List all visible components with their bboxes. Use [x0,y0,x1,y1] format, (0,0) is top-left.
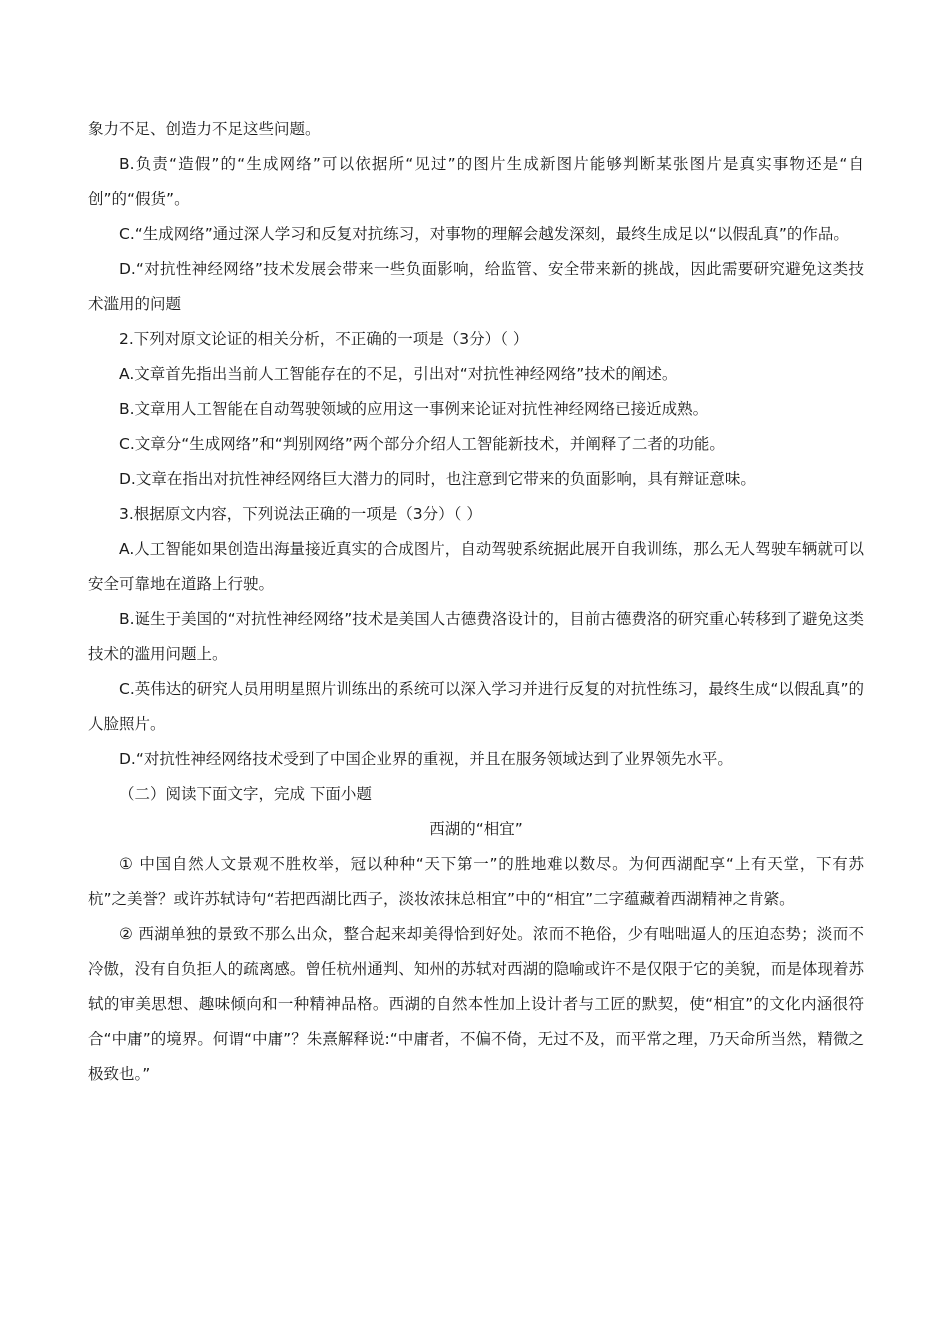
option-c-q1: C.“生成网络”通过深人学习和反复对抗练习，对事物的理解会越发深刻，最终生成足以“以假乱真”的作品。 [119,225,849,243]
option-c-q3: C.英伟达的研究人员用明星照片训练出的系统可以深入学习并进行反复的对抗性练习，最终生成“以假乱真”的人脸照片。 [88,680,864,733]
option-d-q3: D.“对抗性神经网络技术受到了中国企业界的重视，并且在服务领域达到了业界领先水平。 [119,750,733,768]
option-a-q3: A.人工智能如果创造出海量接近真实的合成图片，自动驾驶系统据此展开自我训练，那么无人驾驶车辆就可以安全可靠地在道路上行驶。 [88,540,864,593]
article-paragraph-1: ① 中国自然人文景观不胜枚举，冠以种种“天下第一”的胜地难以数尽。为何西湖配享“上有天堂，下有苏杭”之美誉？或许苏轼诗句“若把西湖比西子，淡妆浓抹总相宜”中的“相宜”二字蕴藏着西湖精神之肯綮。 [88,855,864,908]
option-a-q2: A.文章首先指出当前人工智能存在的不足，引出对“对抗性神经网络”技术的阐述。 [119,365,678,383]
option-b-q2: B.文章用人工智能在自动驾驶领域的应用这一事例来论证对抗性神经网络已接近成熟。 [119,400,709,418]
option-d-q2: D.文章在指出对抗性神经网络巨大潜力的同时，也注意到它带来的负面影响，具有辩证意味。 [119,470,756,488]
option-b-q1: B.负责“造假”的“生成网络”可以依据所“见过”的图片生成新图片能够判断某张图片是真实事物还是“自创”的“假货”。 [88,155,864,208]
paragraph-continuation: 象力不足、创造力不足这些问题。 [88,120,321,138]
option-b-q3: B.诞生于美国的“对抗性神经网络”技术是美国人古德费洛设计的，目前古德费洛的研究重心转移到了避免这类技术的滥用问题上。 [88,610,864,663]
article-paragraph-2: ② 西湖单独的景致不那么出众，整合起来却美得恰到好处。浓而不艳俗，少有咄咄逼人的压迫态势；淡而不冷傲，没有自负拒人的疏离感。曾任杭州通判、知州的苏轼对西湖的隐喻或许不是仅限于它的美貌，而是体现着苏轼的审美思想、趣味倾向和一种精神品格。西湖的自然本性加上设计者与工匠的默契，使“相宜”的文化内涵很符合“中庸”的境界。何谓“中庸”？朱熹解释说:“中庸者，不偏不倚，无过不及，而平常之理，乃天命所当然，精微之极致也。” [88,925,864,1083]
section-two-heading: （二）阅读下面文字，完成 下面小题 [119,785,372,803]
option-d-q1: D.“对抗性神经网络”技术发展会带来一些负面影响，给监管、安全带来新的挑战，因此需要研究避免这类技术滥用的问题 [88,260,864,313]
option-c-q2: C.文章分“生成网络”和“判别网络”两个部分介绍人工智能新技术，并阐释了二者的功能。 [119,435,725,453]
question-2: 2.下列对原文论证的相关分析，不正确的一项是（3分）（ ） [119,330,529,348]
article-title: 西湖的“相宜” [429,820,523,838]
document-body [88,112,864,1092]
question-3: 3.根据原文内容，下列说法正确的一项是（3分）（ ） [119,505,482,523]
